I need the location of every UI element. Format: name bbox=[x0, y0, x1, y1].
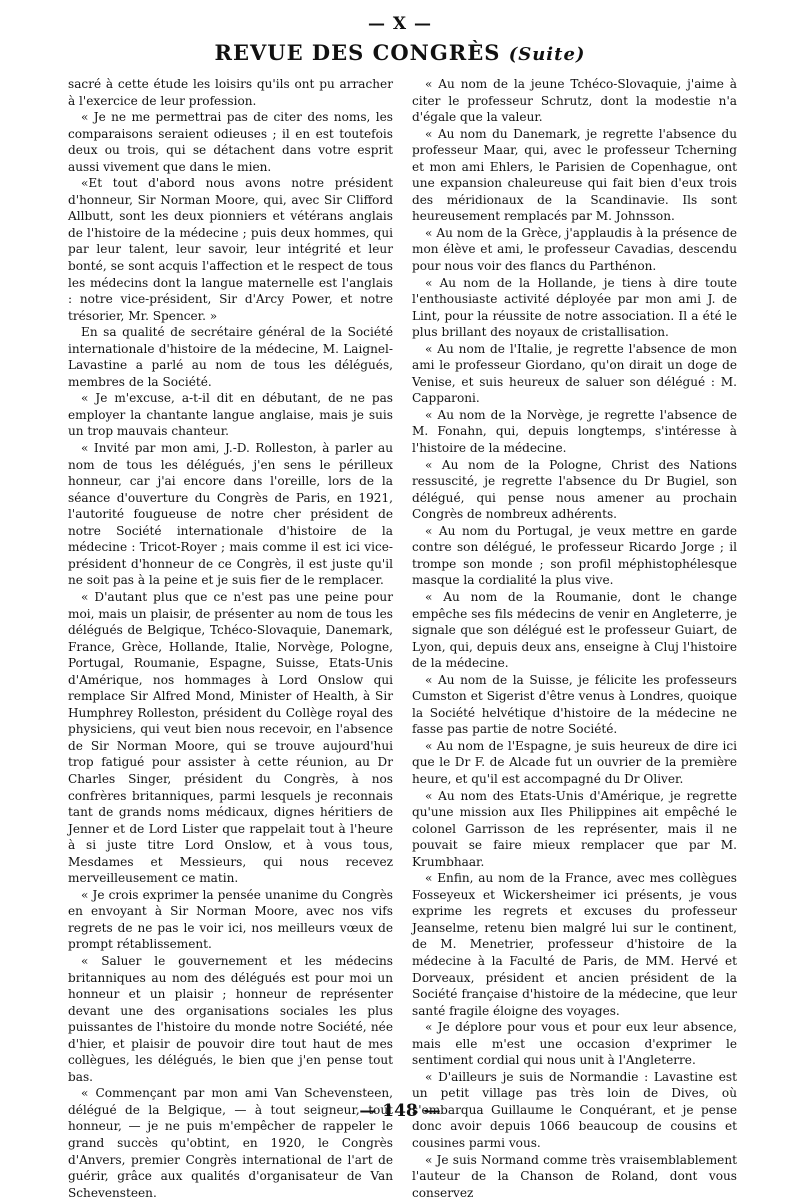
running-header bbox=[0, 40, 800, 65]
paragraph: « Au nom de la Suisse, je félicite les professeurs Cumston et Sigerist d'être venus à Londres, quoique la Société helvétique d'histoire de la médecine ne fasse pas partie de notre Société. bbox=[412, 672, 737, 737]
paragraph: « Commençant par mon ami Van Schevensteen, délégué de la Belgique, — à tout seigneur, tout honneur, — je ne puis m'empêcher de rappeler le grand succès qu'obtint, en 1920, le Congrès d'Anvers, premier Congrès international de l'art de guérir, grâce aux qualités d'organisateur de Van Schevensteen. bbox=[68, 1086, 393, 1200]
paragraph: « Je ne me permettrai pas de citer des noms, les comparaisons seraient odieuses ; il en est toutefois deux ou trois, qui se détachent dans votre esprit aussi vivement que dans le mien. bbox=[68, 110, 393, 174]
paragraph: « Au nom de la Roumanie, dont le change empêche ses fils médecins de venir en Angleterre, je signale que son délégué est le professeur Guiart, de Lyon, qui, depuis deux ans, enseigne à Cluj l'histoire de la médecine. bbox=[412, 589, 737, 671]
paragraph: « Au nom de l'Italie, je regrette l'absence de mon ami le professeur Giordano, qu'on dirait un doge de Venise, et suis heureux de saluer son délégué : M. Capparoni. bbox=[412, 341, 737, 406]
paragraph: « D'autant plus que ce n'est pas une peine pour moi, mais un plaisir, de présenter au nom de tous les délégués de Belgique, Tchéco-Slovaquie, Danemark, France, Grèce, Hollande, Italie, Norvège, Pologne, Portugal, Roumanie, Espagne, Suisse, Etats-Unis d'Amérique, nos hommages à Lord Onslow qui remplace Sir Alfred Mond, Minister of Health, à Sir Humphrey Rolleston, président du Collège royal des physiciens, qui veut bien nous recevoir, en l'absence de Sir Norman Moore, qui se trouve aujourd'hui trop fatigué pour assister à cette réunion, au Dr Charles Singer, président du Congrès, à nos confrères britanniques, parmi lesquels je reconnais tant de grands noms médicaux, dignes héritiers de Jenner et de Lord Lister que rappelait tout à l'heure à si juste titre Lord Onslow, et à vous tous, Mesdames et Messieurs, qui nous recevez merveilleusement ce matin. bbox=[68, 589, 393, 886]
paragraph: « Au nom de la jeune Tchéco-Slovaquie, j'aime à citer le professeur Schrutz, dont la modestie n'a d'égale que la valeur. bbox=[412, 77, 737, 125]
paragraph: « Au nom de la Grèce, j'applaudis à la présence de mon élève et ami, le professeur Cavadias, descendu pour nous voir des flancs du Parthénon. bbox=[412, 225, 737, 274]
paragraph: « Au nom du Danemark, je regrette l'absence du professeur Maar, qui, avec le professeur Tcherning et mon ami Ehlers, le Parisien de Copenhague, ont une expansion chaleureuse qui fait bien d'eux trois des méridionaux de la Scandinavie. Ils sont heureusement remplacés par M. Johnsson. bbox=[412, 126, 737, 224]
header-title-suffix: (Suite) bbox=[508, 44, 586, 65]
paragraph: « D'ailleurs je suis de Normandie : Lavastine est un petit village pas très loin de Dives, où s'embarqua Guillaume le Conquérant, et je pense donc avoir depuis 1066 beaucoup de cousins et cousines parmi vous. bbox=[412, 1069, 737, 1150]
paragraph: « Au nom de la Norvège, je regrette l'absence de M. Fonahn, qui, depuis longtemps, s'intéresse à l'histoire de la médecine. bbox=[412, 407, 737, 456]
paragraph: « Au nom de l'Espagne, je suis heureux de dire ici que le Dr F. de Alcade fut un ouvrier de la première heure, et qu'il est accompagné du Dr Oliver. bbox=[412, 738, 737, 786]
paragraph: « Au nom de la Pologne, Christ des Nations ressuscité, je regrette l'absence du Dr Bugiel, son délégué, qui pense nous amener au prochain Congrès de nombreux adhérents. bbox=[412, 457, 737, 522]
paragraph: « Au nom des Etats-Unis d'Amérique, je regrette qu'une mission aux Iles Philippines ait empêché le colonel Garrisson de les représenter, mais il ne pouvait se faire mieux remplacer que par M. Krumbhaar. bbox=[412, 788, 737, 869]
paragraph: En sa qualité de secrétaire général de la Société internationale d'histoire de la médecine, M. Laignel-Lavastine a parlé au nom de tous les délégués, membres de la Société. bbox=[68, 325, 393, 389]
paragraph: « Au nom du Portugal, je veux mettre en garde contre son délégué, le professeur Ricardo Jorge ; il trompe son monde ; son profil méphistophélesque masque la cordialité la plus vive. bbox=[412, 523, 737, 588]
paragraph: « Je suis Normand comme très vraisemblablement l'auteur de la Chanson de Roland, dont vous conservez bbox=[412, 1152, 737, 1200]
left-column bbox=[68, 76, 393, 1201]
header-title: REVUE DES CONGRÈS bbox=[214, 40, 501, 65]
paragraph: « Au nom de la Hollande, je tiens à dire toute l'enthousiaste activité déployée par mon ami J. de Lint, pour la réussite de notre association. Il a été le plus brillant des noyaux de cristallisation. bbox=[412, 275, 737, 340]
paragraph: « Enfin, au nom de la France, avec mes collègues Fosseyeux et Wickersheimer ici présents, je vous exprime les regrets et excuses du professeur Jeanselme, retenu bien malgré lui sur le continent, de M. Menetrier, professeur d'histoire de la médecine à la Faculté de Paris, de MM. Hervé et Dorveaux, président et ancien président de la Société française d'histoire de la médecine, que leur santé fragile éloigne des voyages. bbox=[412, 871, 737, 1018]
page-number: — 148 — bbox=[359, 1101, 441, 1121]
paragraph: « Je m'excuse, a-t-il dit en débutant, de ne pas employer la chantante langue anglaise, mais je suis un trop mauvais chanteur. bbox=[68, 391, 393, 439]
paragraph: « Je déplore pour vous et pour eux leur absence, mais elle m'est une occasion d'exprimer le sentiment cordial qui nous unit à l'Angleterre. bbox=[412, 1020, 737, 1068]
paragraph: « Je crois exprimer la pensée unanime du Congrès en envoyant à Sir Norman Moore, avec nos vifs regrets de ne pas le voir ici, nos meilleurs vœux de prompt rétablissement. bbox=[68, 887, 393, 952]
paragraph: « Saluer le gouvernement et les médecins britanniques au nom des délégués est pour moi un honneur et un plaisir ; honneur de représenter devant une des organisations sociales les plus puissantes de l'histoire du monde notre Société, née d'hier, et plaisir de pouvoir dire tout haut de mes collègues, les délégués, le bien que j'en pense tout bas. bbox=[68, 953, 393, 1084]
paragraph: « Invité par mon ami, J.-D. Rolleston, à parler au nom de tous les délégués, j'en sens le périlleux honneur, car j'ai encore dans l'oreille, lors de la séance d'ouverture du Congrès de Paris, en 1921, l'autorité fougueuse de notre cher président de notre Société internationale d'histoire de la médecine : Tricot-Royer ; mais comme il est ici vice-président d'honneur de ce Congrès, il est juste qu'il ne soit pas à la peine et je suis fier de le remplacer. bbox=[68, 441, 393, 588]
page-number-roman: — X — bbox=[367, 14, 433, 34]
paragraph: «Et tout d'abord nous avons notre président d'honneur, Sir Norman Moore, qui, avec Sir Clifford Allbutt, sont les deux pionniers et vétérans anglais de l'histoire de la médecine ; puis deux hommes, qui par leur talent, leur savoir, leur intégrité et leur bonté, se sont acquis l'affection et le respect de tous les médecins dont la langue maternelle est l'anglais : notre vice-président, Sir d'Arcy Power, et notre trésorier, Mr. Spencer. » bbox=[68, 176, 393, 323]
right-column bbox=[412, 76, 737, 1201]
paragraph: sacré à cette étude les loisirs qu'ils ont pu arracher à l'exercice de leur profession. bbox=[68, 77, 393, 108]
